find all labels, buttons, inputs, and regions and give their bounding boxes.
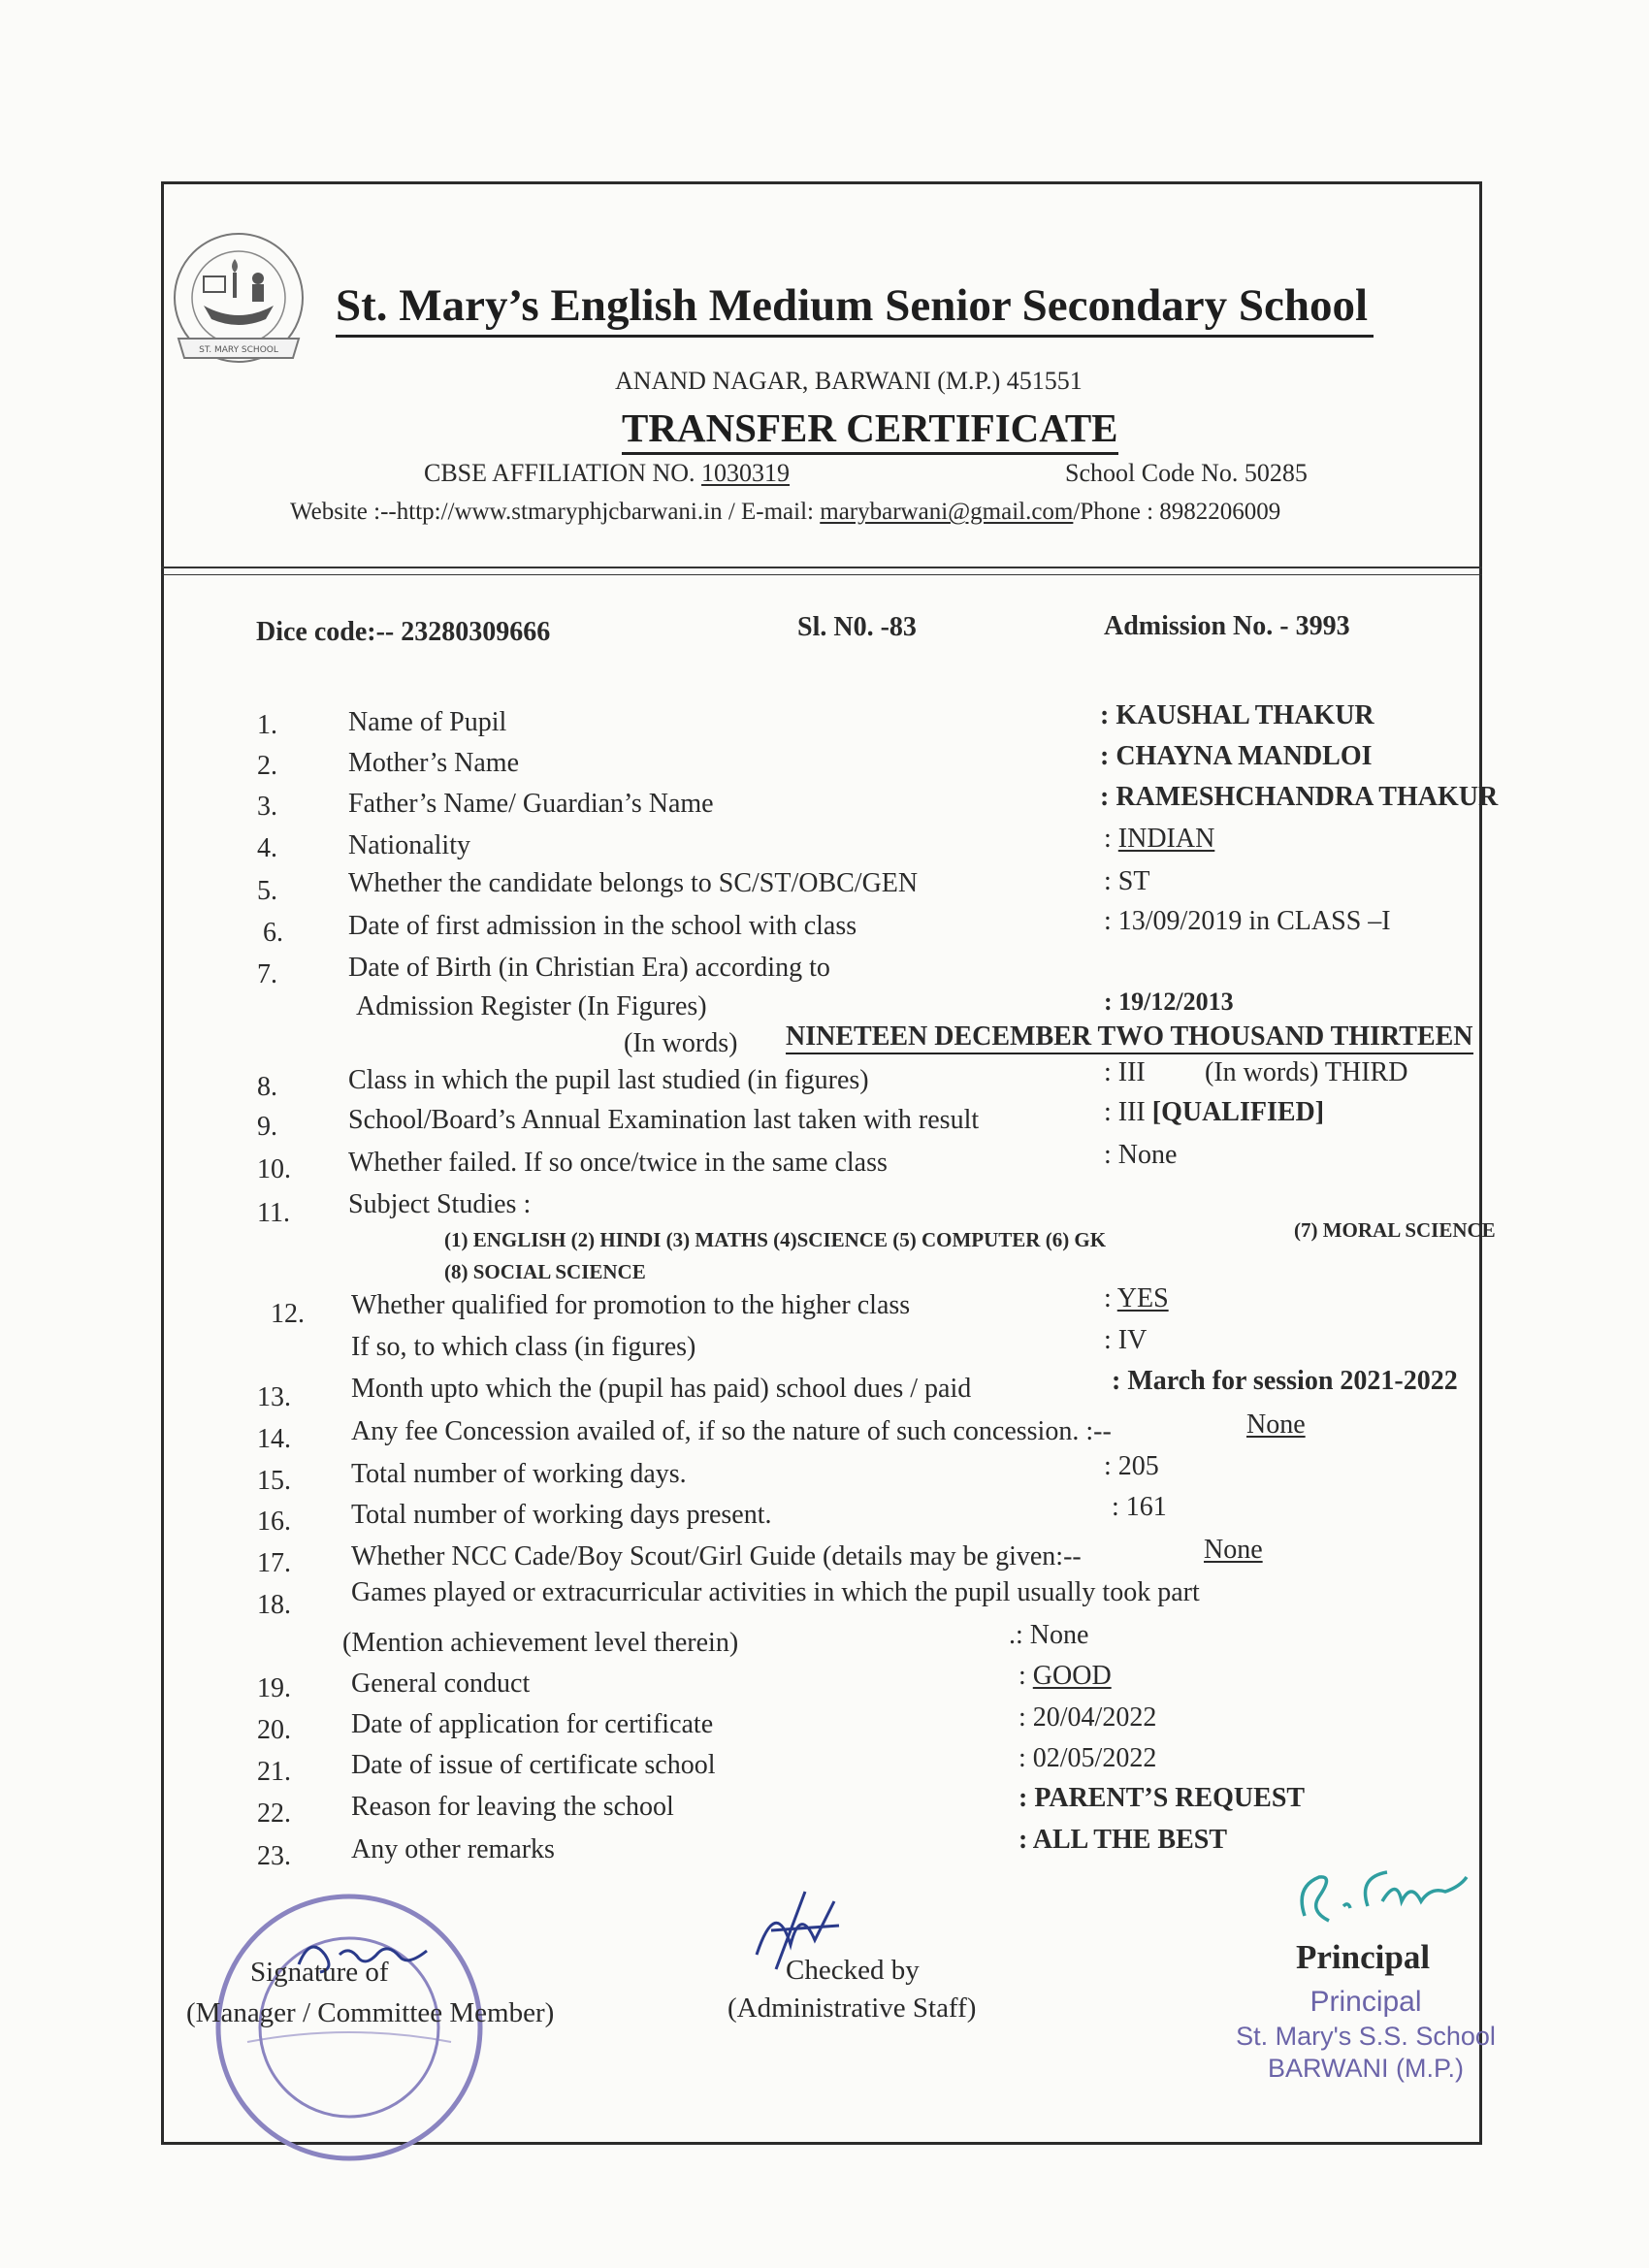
cbse-affiliation	[424, 461, 790, 486]
item-value: : 02/05/2022	[1018, 1743, 1157, 1773]
serial-number: Sl. N0. -83	[797, 612, 917, 642]
item-number: 6.	[263, 918, 283, 948]
item-value: : KAUSHAL THAKUR	[1100, 700, 1374, 730]
item-label: Any fee Concession availed of, if so the nature of such concession. :--	[351, 1416, 1112, 1446]
logo-text: ST. MARY SCHOOL	[199, 345, 278, 355]
subjects-line: (7) MORAL SCIENCE	[1294, 1218, 1496, 1242]
item-label: Any other remarks	[351, 1834, 555, 1864]
item-value: : 205	[1104, 1451, 1159, 1481]
principal-stamp-place: BARWANI (M.P.)	[1267, 2054, 1465, 2084]
item-label: Whether failed. If so once/twice in the same class	[348, 1148, 888, 1178]
item-label: Whether the candidate belongs to SC/ST/OBC/GEN	[348, 868, 919, 898]
item-number: 8.	[257, 1072, 277, 1102]
website-label: Website :--http://www.stmaryphjcbarwani.in / E-mail:	[290, 499, 814, 525]
item-label: Class in which the pupil last studied (in figures)	[348, 1065, 869, 1095]
item-number: 13.	[257, 1382, 291, 1412]
item-value-line2: : IV	[1104, 1325, 1148, 1355]
item-number: 7.	[257, 959, 277, 989]
header-divider	[161, 567, 1482, 568]
conduct-value: GOOD	[1032, 1661, 1112, 1691]
item-label: Subject Studies :	[348, 1189, 532, 1219]
item-number: 12.	[271, 1299, 305, 1329]
dob-in-words: NINETEEN DECEMBER TWO THOUSAND THIRTEEN	[786, 1023, 1473, 1054]
item-label: Total number of working days present.	[351, 1500, 772, 1530]
item-label: Reason for leaving the school	[351, 1792, 674, 1822]
item-label-line2: (Mention achievement level therein)	[342, 1628, 739, 1658]
item-value: None	[1204, 1535, 1263, 1565]
certificate-title: TRANSFER CERTIFICATE	[622, 408, 1118, 455]
principal-label: Principal	[1296, 1938, 1431, 1976]
item-number: 3.	[257, 792, 277, 822]
item-value: : 13/09/2019 in CLASS –I	[1104, 906, 1391, 936]
item-label: Date of Birth (in Christian Era) according to	[348, 953, 830, 983]
item-label-line2: If so, to which class (in figures)	[351, 1332, 696, 1362]
checked-by-label: Checked by	[786, 1955, 920, 1986]
school-code: School Code No. 50285	[1065, 459, 1308, 487]
item-number: 23.	[257, 1841, 291, 1871]
item-label: Nationality	[348, 830, 470, 860]
item-label: School/Board’s Annual Examination last taken with result	[348, 1105, 980, 1135]
item-value: : CHAYNA MANDLOI	[1100, 741, 1373, 771]
item-label: Father’s Name/ Guardian’s Name	[348, 789, 714, 819]
value-prefix: :	[1104, 1283, 1117, 1313]
item-number: 14.	[257, 1424, 291, 1454]
item-value	[1104, 1099, 1324, 1126]
principal-signature-icon	[1290, 1858, 1474, 1935]
dice-code: Dice code:-- 23280309666	[256, 617, 551, 647]
contact-line	[290, 500, 1280, 524]
manager-signature-label: Signature of	[250, 1957, 389, 1988]
cbse-label: CBSE AFFILIATION NO.	[424, 459, 695, 487]
principal-stamp	[1230, 1984, 1502, 2086]
email-link[interactable]: marybarwani@gmail.com	[820, 499, 1074, 525]
value-prefix: :	[1018, 1661, 1033, 1691]
school-logo-icon	[165, 230, 312, 377]
school-name: St. Mary’s English Medium Senior Secondary School	[336, 283, 1374, 338]
cbse-number: 1030319	[701, 459, 791, 487]
item-value	[1104, 826, 1214, 853]
value-prefix: :	[1104, 824, 1118, 854]
item-value: : PARENT’S REQUEST	[1018, 1783, 1306, 1813]
header-divider-thin	[161, 574, 1482, 575]
item-value: : 161	[1112, 1492, 1167, 1522]
item-number: 5.	[257, 876, 277, 906]
nationality-value: INDIAN	[1117, 824, 1215, 854]
principal-stamp-title: Principal	[1310, 1986, 1422, 2018]
item-value: : None	[1104, 1140, 1178, 1170]
exam-result: [QUALIFIED]	[1151, 1097, 1325, 1127]
subjects-line: (8) SOCIAL SCIENCE	[444, 1260, 646, 1283]
item-label: Mother’s Name	[348, 748, 519, 778]
item-value: None	[1246, 1409, 1306, 1440]
item-label: Whether NCC Cade/Boy Scout/Girl Guide (details may be given:--	[351, 1541, 1082, 1571]
item-label: Date of issue of certificate school	[351, 1750, 716, 1780]
item-number: 17.	[257, 1548, 291, 1578]
item-value: : March for session 2021-2022	[1112, 1366, 1458, 1396]
item-number: 21.	[257, 1757, 291, 1787]
item-label: Date of application for certificate	[351, 1709, 714, 1739]
promotion-value: YES	[1116, 1283, 1169, 1313]
item-label: Date of first admission in the school with class	[348, 911, 857, 941]
item-number: 1.	[257, 710, 277, 740]
item-label: Month upto which the (pupil has paid) school dues / paid	[351, 1374, 972, 1404]
item-number: 20.	[257, 1715, 291, 1745]
item-value	[1018, 1663, 1112, 1690]
item-label: Total number of working days.	[351, 1459, 687, 1489]
item-number: 9.	[257, 1112, 277, 1142]
item-number: 18.	[257, 1590, 291, 1620]
item-value-words: (In words) THIRD	[1205, 1057, 1408, 1087]
item-value: .: None	[1009, 1620, 1089, 1650]
checked-by-role: (Administrative Staff)	[728, 1993, 977, 2024]
item-value: : III	[1104, 1057, 1146, 1087]
item-value: : ST	[1104, 866, 1150, 896]
item-number: 15.	[257, 1466, 291, 1496]
item-number: 2.	[257, 751, 277, 781]
item-label: Games played or extracurricular activities in which the pupil usually took part	[351, 1577, 1200, 1607]
subjects-line: (1) ENGLISH (2) HINDI (3) MATHS (4)SCIENCE (5) COMPUTER (6) GK	[444, 1228, 1107, 1251]
admission-number: Admission No. - 3993	[1104, 611, 1350, 641]
manager-signature-role: (Manager / Committee Member)	[186, 1997, 555, 2028]
item-value: : ALL THE BEST	[1018, 1825, 1228, 1855]
words-label: (In words)	[624, 1028, 738, 1058]
item-value: : 20/04/2022	[1018, 1702, 1157, 1733]
principal-stamp-school: St. Mary's S.S. School	[1236, 2021, 1496, 2051]
item-number: 16.	[257, 1507, 291, 1537]
item-number: 22.	[257, 1798, 291, 1829]
item-label: Name of Pupil	[348, 707, 507, 737]
exam-class: : III	[1104, 1097, 1146, 1127]
item-number: 11.	[257, 1198, 290, 1228]
item-value	[1104, 1285, 1169, 1312]
item-label-line2: Admission Register (In Figures)	[356, 991, 707, 1021]
phone-text: /Phone : 8982206009	[1073, 499, 1281, 525]
school-address: ANAND NAGAR, BARWANI (M.P.) 451551	[615, 367, 1083, 395]
item-label: General conduct	[351, 1669, 531, 1699]
item-label: Whether qualified for promotion to the higher class	[351, 1290, 911, 1320]
item-number: 4.	[257, 833, 277, 863]
item-value: : RAMESHCHANDRA THAKUR	[1100, 782, 1499, 812]
item-number: 10.	[257, 1154, 291, 1184]
item-number: 19.	[257, 1673, 291, 1703]
item-value: : 19/12/2013	[1104, 988, 1234, 1016]
